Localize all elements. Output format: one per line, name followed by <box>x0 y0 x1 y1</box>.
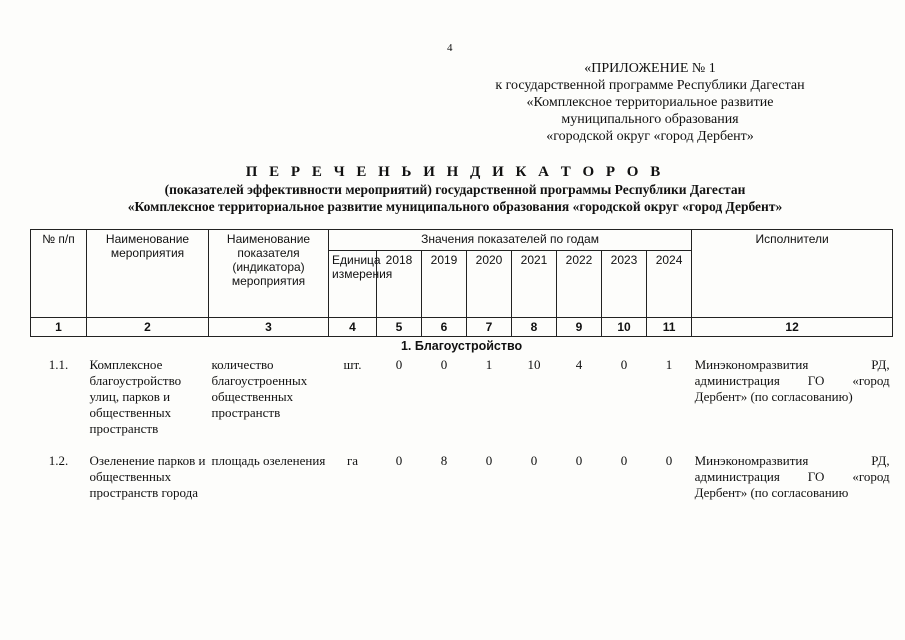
header-year: 2022 <box>557 251 602 318</box>
column-number: 4 <box>329 318 377 337</box>
document-subtitle: (показателей эффективности мероприятий) государственной программы Республики Дагестан <box>164 182 746 197</box>
appendix-line: к государственной программе Республики Дагестан <box>495 78 805 93</box>
page-number: 4 <box>447 42 453 54</box>
column-number: 9 <box>557 318 602 337</box>
column-number: 7 <box>467 318 512 337</box>
header-event: Наименование мероприятия <box>87 230 209 318</box>
section-title: 1. Благоустройство <box>400 339 523 353</box>
column-number: 12 <box>692 318 893 337</box>
row-num: 1.2. <box>48 453 69 468</box>
header-unit: Единица измерения <box>329 251 377 318</box>
row-value: 0 <box>620 453 628 468</box>
header-year: 2021 <box>512 251 557 318</box>
header-values-group: Значения показателей по годам <box>329 230 692 251</box>
row-executors: Минэкономразвития РД, администрация ГО «город Дербент» (по согласованию <box>694 453 890 500</box>
column-number: 3 <box>209 318 329 337</box>
row-value: 0 <box>620 357 628 372</box>
row-value: 0 <box>395 357 403 372</box>
column-number: 2 <box>87 318 209 337</box>
row-unit: га <box>346 453 359 468</box>
row-event: Комплексное благоустройство улиц, парков и общественных пространств <box>89 357 182 436</box>
document-subtitle: «Комплексное территориальное развитие муниципального образования «городской округ «город Дербент» <box>127 199 783 214</box>
header-year: 2018 <box>377 251 422 318</box>
appendix-line: «городской округ «город Дербент» <box>546 129 754 144</box>
row-value: 1 <box>485 357 493 372</box>
document-title: П Е Р Е Ч Е Н Ь И Н Д И К А Т О Р О В <box>245 164 665 180</box>
row-value: 1 <box>665 357 673 372</box>
column-number: 1 <box>31 318 87 337</box>
row-value: 4 <box>575 357 583 372</box>
header-year: 2019 <box>422 251 467 318</box>
row-indicator: количество благоустроенных общественных пространств <box>211 357 308 420</box>
header-year: 2023 <box>602 251 647 318</box>
row-value: 0 <box>575 453 583 468</box>
header-indicator: Наименование показателя (индикатора) мероприятия <box>209 230 329 318</box>
row-value: 0 <box>665 453 673 468</box>
appendix-line: «Комплексное территориальное развитие <box>526 95 774 110</box>
column-number-row <box>31 318 893 337</box>
column-number: 11 <box>647 318 692 337</box>
header-executors: Исполнители <box>692 230 893 318</box>
appendix-line: «ПРИЛОЖЕНИЕ № 1 <box>584 61 716 76</box>
header-num: № п/п <box>31 230 87 318</box>
column-number: 10 <box>602 318 647 337</box>
row-value: 8 <box>440 453 448 468</box>
table-row <box>31 439 893 503</box>
section-row <box>31 337 893 356</box>
document-title-block <box>40 163 870 215</box>
column-number: 6 <box>422 318 467 337</box>
row-executors: Минэкономразвития РД, администрация ГО «город Дербент» (по согласованию) <box>694 357 890 404</box>
row-num: 1.1. <box>48 357 69 372</box>
appendix-header <box>470 60 830 145</box>
row-value: 0 <box>440 357 448 372</box>
row-value: 0 <box>530 453 538 468</box>
indicators-table <box>30 229 893 503</box>
row-event: Озеленение парков и общественных пространств города <box>89 453 206 500</box>
row-value: 0 <box>395 453 403 468</box>
table-row <box>31 355 893 439</box>
column-number: 8 <box>512 318 557 337</box>
column-number: 5 <box>377 318 422 337</box>
row-value: 0 <box>485 453 493 468</box>
header-year: 2020 <box>467 251 512 318</box>
row-unit: шт. <box>343 357 362 372</box>
appendix-line: муниципального образования <box>561 112 739 127</box>
row-value: 10 <box>527 357 541 372</box>
row-indicator: площадь озеленения <box>211 453 326 468</box>
header-year: 2024 <box>647 251 692 318</box>
